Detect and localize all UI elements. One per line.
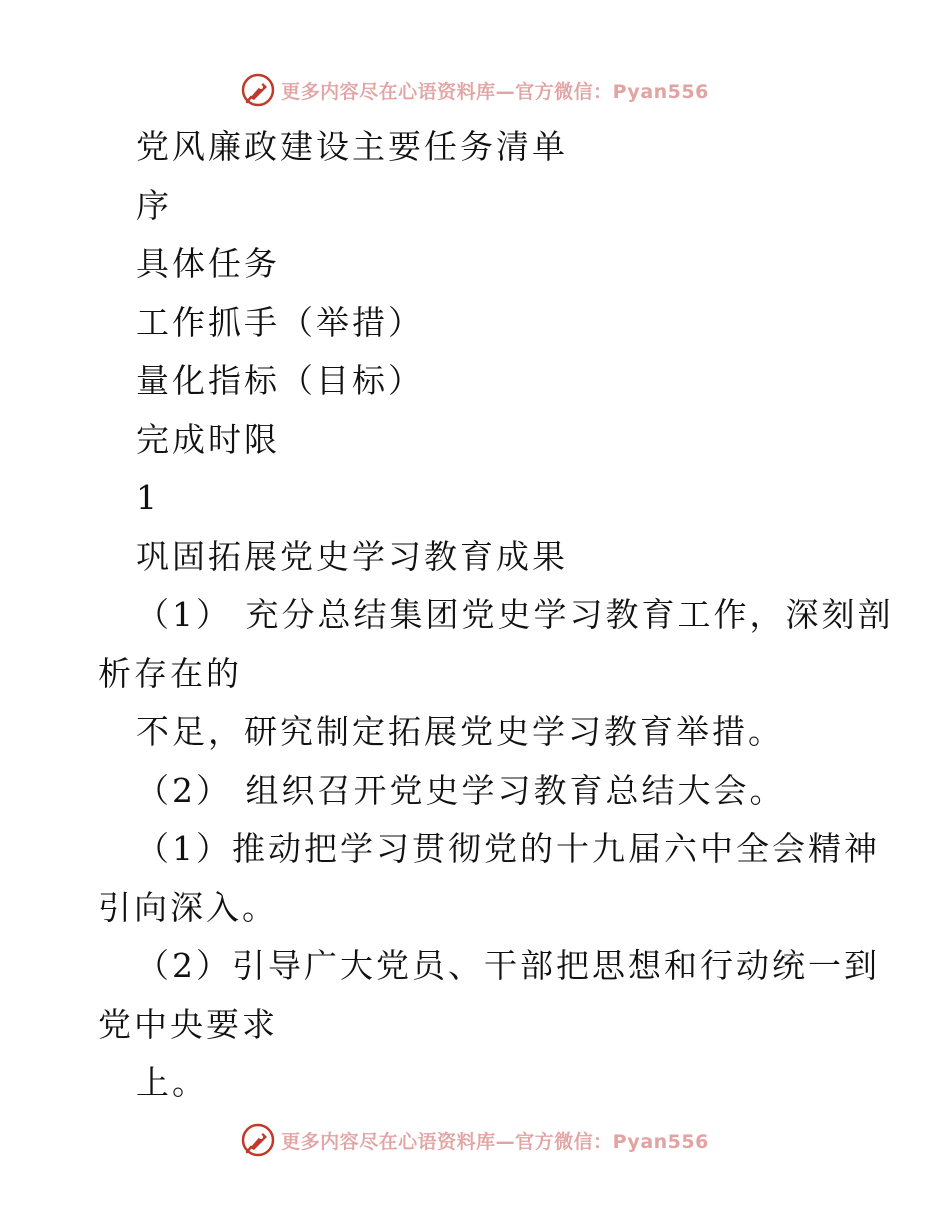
paragraph-line: 完成时限 xyxy=(136,419,280,459)
paragraph-line: （2）引导广大党员、干部把思想和行动统一到 xyxy=(136,946,880,985)
document-title: 党风廉政建设主要任务清单 xyxy=(136,127,568,166)
paragraph-line: 上。 xyxy=(136,1063,208,1102)
paragraph-line: 引向深入。 xyxy=(98,887,278,927)
paragraph-line: 序 xyxy=(136,185,172,225)
paragraph-line: （1）推动把学习贯彻党的十九届六中全会精神 xyxy=(136,829,880,868)
paragraph-line: （1） 充分总结集团党史学习教育工作，深刻剖 xyxy=(136,595,894,634)
paragraph-line: 工作抓手（举措） xyxy=(136,302,424,342)
paragraph-line: 具体任务 xyxy=(136,244,280,283)
pen-nib-logo-icon xyxy=(241,1123,275,1157)
paragraph-line: （2） 组织召开党史学习教育总结大会。 xyxy=(136,770,786,810)
paragraph-line: 党中央要求 xyxy=(98,1004,278,1044)
document-body xyxy=(98,118,894,1113)
watermark-footer xyxy=(0,1120,950,1160)
paragraph-line: 析存在的 xyxy=(98,653,242,693)
paragraph-line: 量化指标（目标） xyxy=(136,361,424,400)
watermark-header xyxy=(0,70,950,110)
watermark-text: 更多内容尽在心语资料库—官方微信：Pyan556 xyxy=(281,80,709,103)
paragraph-line: 不足，研究制定拓展党史学习教育举措。 xyxy=(136,712,784,751)
pen-nib-logo-icon xyxy=(241,73,275,107)
paragraph-line: 1 xyxy=(136,478,160,517)
watermark-text: 更多内容尽在心语资料库—官方微信：Pyan556 xyxy=(281,1130,709,1153)
paragraph-line: 巩固拓展党史学习教育成果 xyxy=(136,536,568,576)
